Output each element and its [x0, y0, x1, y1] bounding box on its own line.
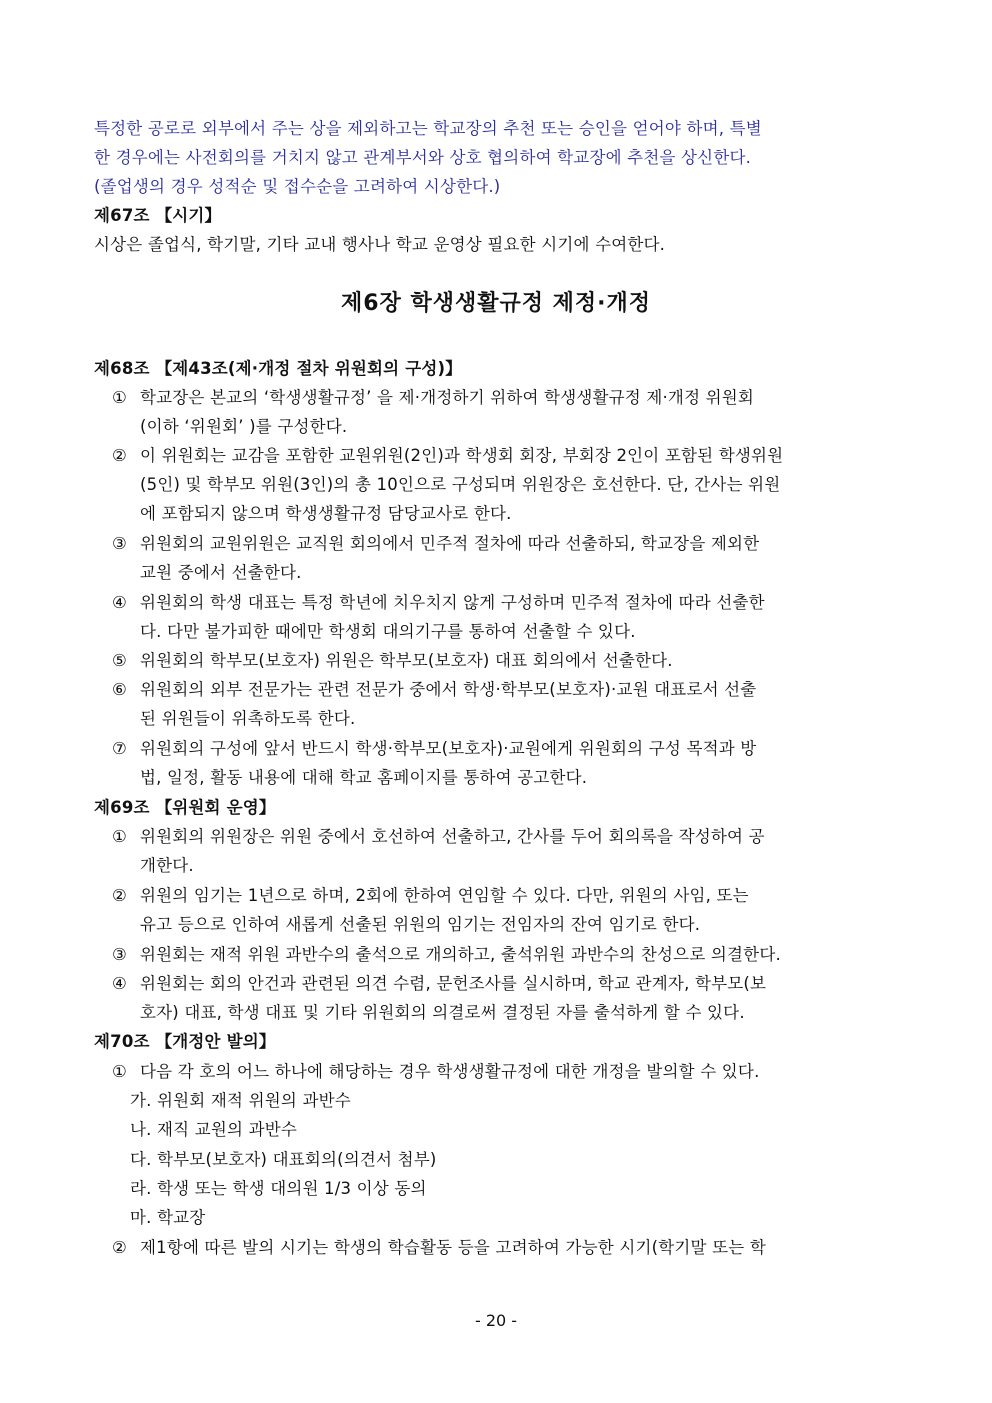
item-text: 위원회의 교원위원은 교직원 회의에서 민주적 절차에 따라 선출하되, 학교장을 제외한 — [140, 534, 760, 553]
item-text: 학교장은 본교의 ‘학생생활규정’ 을 제·개정하기 위하여 학생생활규정 제·개정 위원회 — [140, 388, 755, 407]
item-text: 위원회의 학부모(보호자) 위원은 학부모(보호자) 대표 회의에서 선출한다. — [140, 651, 673, 670]
item-number: ④ — [112, 974, 127, 993]
item-number: ⑤ — [112, 651, 127, 670]
article-68-item-6-cont: 된 위원들이 위촉하도록 한다. — [140, 709, 356, 728]
item-number: ⑦ — [112, 739, 127, 758]
article-68-item-2-cont2: 에 포함되지 않으며 학생생활규정 담당교사로 한다. — [140, 504, 512, 523]
item-text: 위원회는 회의 안건과 관련된 의견 수렴, 문헌조사를 실시하며, 학교 관계자, 학부모(보 — [140, 974, 767, 993]
article-68-item-2-cont: (5인) 및 학부모 위원(3인)의 총 10인으로 구성되며 위원장은 호선한다. 단, 간사는 위원 — [140, 475, 781, 494]
article-68-item-3 — [112, 529, 898, 558]
item-text: 위원의 임기는 1년으로 하며, 2회에 한하여 연임할 수 있다. 다만, 위원의 사임, 또는 — [140, 886, 749, 905]
article-69-item-4-cont: 호자) 대표, 학생 대표 및 기타 위원회의 의결로써 결정된 자를 출석하게 할 수 있다. — [140, 1003, 745, 1022]
item-number: ⑥ — [112, 680, 127, 699]
article-69-heading: 제69조 【위원회 운영】 — [94, 798, 276, 817]
intro-line-3: (졸업생의 경우 성적순 및 접수순을 고려하여 시상한다.) — [94, 177, 501, 196]
item-number: ② — [112, 446, 127, 465]
article-68-item-6 — [112, 675, 898, 704]
article-68-item-4 — [112, 588, 898, 617]
article-68-item-7-cont: 법, 일정, 활동 내용에 대해 학교 홈페이지를 통하여 공고한다. — [140, 768, 588, 787]
article-70-sub-2: 나. 재직 교원의 과반수 — [130, 1120, 298, 1139]
item-text: 위원회의 구성에 앞서 반드시 학생·학부모(보호자)·교원에게 위원회의 구성 목적과 방 — [140, 739, 757, 758]
article-68-item-1-cont: (이하 ‘위원회’ )를 구성한다. — [140, 417, 348, 436]
article-69-item-1 — [112, 822, 898, 851]
article-67-heading: 제67조 【시기】 — [94, 206, 222, 225]
article-68-item-5 — [112, 646, 898, 675]
article-69-item-4 — [112, 969, 898, 998]
item-number: ② — [112, 1238, 127, 1257]
item-text: 위원회의 학생 대표는 특정 학년에 치우치지 않게 구성하며 민주적 절차에 따라 선출한 — [140, 593, 765, 612]
item-text: 다음 각 호의 어느 하나에 해당하는 경우 학생생활규정에 대한 개정을 발의할 수 있다. — [140, 1062, 760, 1081]
item-number: ① — [112, 827, 127, 846]
article-69-item-2 — [112, 881, 898, 910]
article-68-item-3-cont: 교원 중에서 선출한다. — [140, 563, 302, 582]
item-text: 위원회의 위원장은 위원 중에서 호선하여 선출하고, 간사를 두어 회의록을 작성하여 공 — [140, 827, 765, 846]
article-70-sub-3: 다. 학부모(보호자) 대표회의(의견서 첨부) — [130, 1150, 437, 1169]
article-69-item-3 — [112, 940, 898, 969]
item-text: 제1항에 따른 발의 시기는 학생의 학습활동 등을 고려하여 가능한 시기(학기말 또는 학 — [140, 1238, 766, 1257]
article-69-item-1-cont: 개한다. — [140, 856, 194, 875]
article-68-item-7 — [112, 734, 898, 763]
article-70-sub-1: 가. 위원회 재적 위원의 과반수 — [130, 1091, 351, 1110]
article-68-heading: 제68조 【제43조(제·개정 절차 위원회의 구성)】 — [94, 359, 462, 378]
article-70-heading: 제70조 【개정안 발의】 — [94, 1032, 276, 1051]
item-number: ③ — [112, 534, 127, 553]
item-text: 위원회는 재적 위원 과반수의 출석으로 개의하고, 출석위원 과반수의 찬성으로 의결한다. — [140, 945, 781, 964]
article-68-item-4-cont: 다. 다만 불가피한 때에만 학생회 대의기구를 통하여 선출할 수 있다. — [140, 622, 636, 641]
article-70-sub-4: 라. 학생 또는 학생 대의원 1/3 이상 동의 — [130, 1179, 427, 1198]
item-number: ③ — [112, 945, 127, 964]
article-69-item-2-cont: 유고 등으로 인하여 새롭게 선출된 위원의 임기는 전임자의 잔여 임기로 한다. — [140, 915, 701, 934]
article-70-item-2 — [112, 1233, 898, 1262]
article-68-item-2 — [112, 441, 898, 470]
article-70-sub-5: 마. 학교장 — [130, 1208, 206, 1227]
item-number: ① — [112, 388, 127, 407]
article-68-item-1 — [112, 383, 898, 412]
intro-line-2: 한 경우에는 사전회의를 거치지 않고 관계부서와 상호 협의하여 학교장에 추천을 상신한다. — [94, 148, 752, 167]
item-number: ② — [112, 886, 127, 905]
item-number: ① — [112, 1062, 127, 1081]
item-text: 위원회의 외부 전문가는 관련 전문가 중에서 학생·학부모(보호자)·교원 대표로서 선출 — [140, 680, 757, 699]
item-number: ④ — [112, 593, 127, 612]
article-67-text: 시상은 졸업식, 학기말, 기타 교내 행사나 학교 운영상 필요한 시기에 수여한다. — [94, 235, 666, 254]
item-text: 이 위원회는 교감을 포함한 교원위원(2인)과 학생회 회장, 부회장 2인이 포함된 학생위원 — [140, 446, 784, 465]
chapter-title: 제6장 학생생활규정 제정·개정 — [340, 291, 651, 316]
article-70-item-1 — [112, 1057, 898, 1086]
intro-line-1: 특정한 공로로 외부에서 주는 상을 제외하고는 학교장의 추천 또는 승인을 얻어야 하며, 특별 — [94, 119, 762, 138]
page-number: - 20 - — [474, 1311, 518, 1330]
